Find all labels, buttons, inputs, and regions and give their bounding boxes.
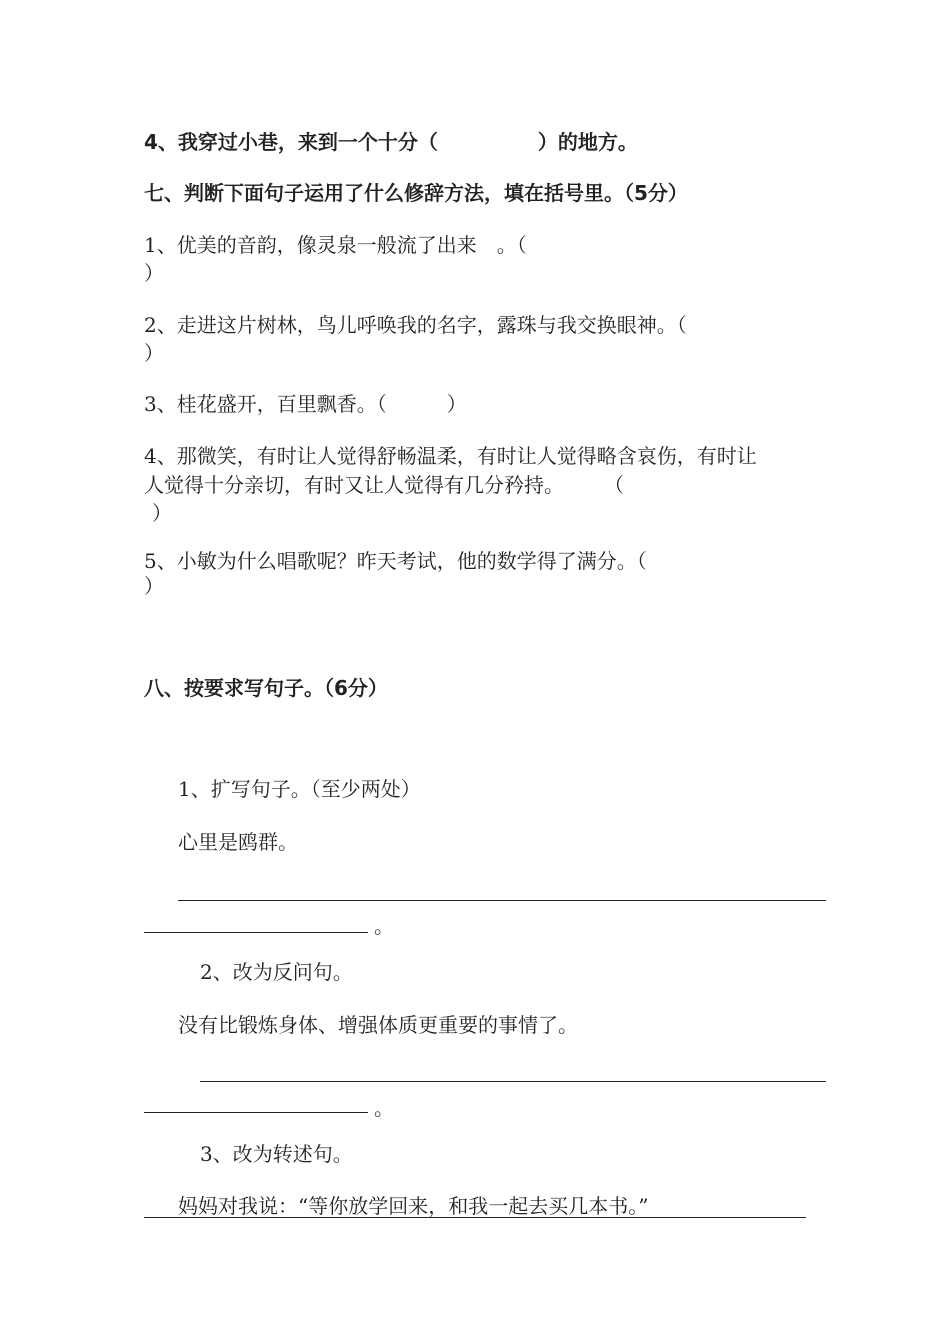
- section7-heading: 七、判断下面句子运用了什么修辞方法，填在括号里。（5分）: [144, 181, 688, 205]
- task1-answer-line-2[interactable]: [144, 932, 368, 933]
- section8-task3-title: 3、改为转述句。: [200, 1142, 353, 1166]
- task1-period: 。: [374, 914, 394, 938]
- section7-q4-line1: 4、那微笑，有时让人觉得舒畅温柔，有时让人觉得略含哀伤，有时让: [144, 444, 757, 468]
- section7-q2-line1: 2、走进这片树林，鸟儿呼唤我的名字，露珠与我交换眼神。（: [144, 313, 687, 337]
- section7-q5-line2: ）: [144, 574, 164, 598]
- section8-task1-sentence: 心里是鸥群。: [178, 830, 298, 854]
- section7-q2-line2: ）: [144, 341, 164, 365]
- section6-item4: 4、我穿过小巷，来到一个十分（ ）的地方。: [144, 130, 638, 154]
- task1-answer-line-1[interactable]: [178, 900, 826, 901]
- task2-answer-line-1[interactable]: [200, 1081, 826, 1082]
- section7-q1-line2: ）: [144, 261, 164, 285]
- section8-task1-title: 1、扩写句子。（至少两处）: [178, 777, 421, 801]
- section7-q4-line2: 人觉得十分亲切，有时又让人觉得有几分矜持。 （: [144, 473, 624, 497]
- section8-task2-title: 2、改为反问句。: [200, 960, 353, 984]
- section7-q5-line1: 5、小敏为什么唱歌呢？昨天考试，他的数学得了满分。（: [144, 549, 647, 573]
- task2-answer-line-2[interactable]: [144, 1112, 368, 1113]
- section8-task3-sentence: 妈妈对我说：“等你放学回来，和我一起去买几本书。”: [178, 1194, 649, 1218]
- task3-answer-line[interactable]: [144, 1217, 806, 1218]
- section7-q1-line1: 1、优美的音韵，像灵泉一般流了出来 。（: [144, 233, 527, 257]
- section7-q4-line3: ）: [152, 501, 172, 525]
- task2-period: 。: [374, 1096, 394, 1120]
- section8-heading: 八、按要求写句子。（6分）: [144, 676, 388, 700]
- section7-q3: 3、桂花盛开，百里飘香。（ ）: [144, 392, 467, 416]
- section8-task2-sentence: 没有比锻炼身体、增强体质更重要的事情了。: [178, 1013, 578, 1037]
